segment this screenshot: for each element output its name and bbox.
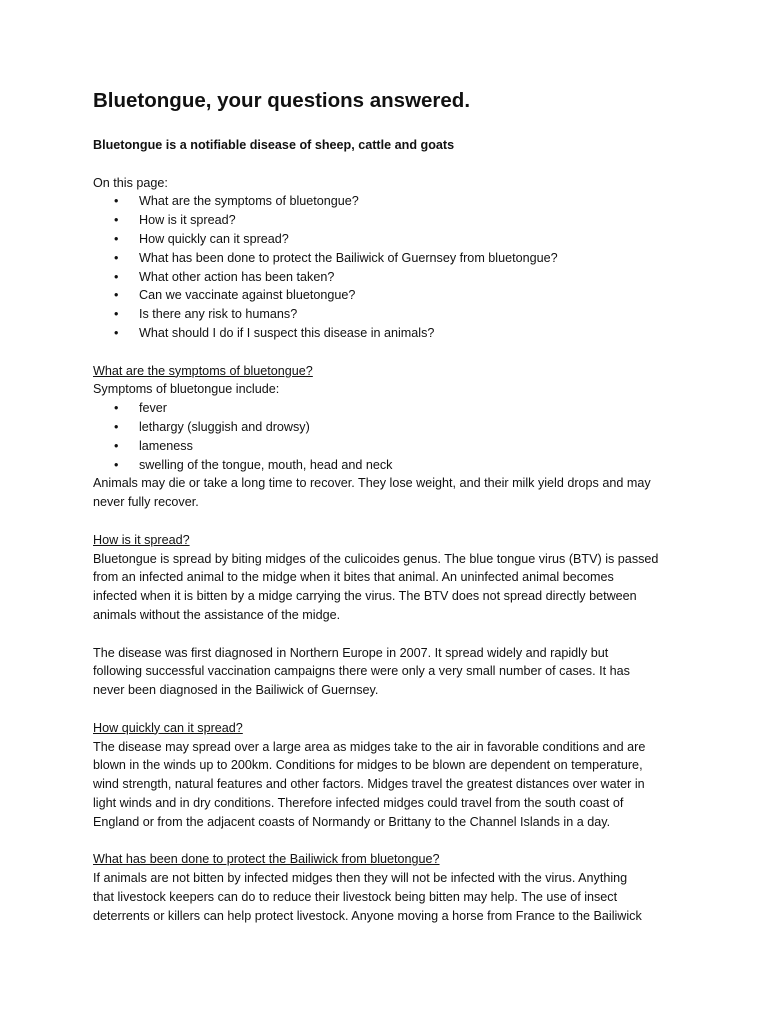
speed-para-line: wind strength, natural features and other factors. Midges travel the greatest distances over water in: [93, 777, 645, 792]
document-body: [93, 88, 683, 925]
spread-para2-line: following successful vaccination campaigns there were only a very small number of cases. It has: [93, 664, 630, 679]
spacer: [93, 831, 683, 850]
symptom-item: • lethargy (sluggish and drowsy): [93, 418, 683, 437]
section-heading-symptoms: What are the symptoms of bluetongue?: [93, 363, 313, 378]
spacer: [93, 700, 683, 719]
symptom-item: • fever: [93, 399, 683, 418]
page-title: Bluetongue, your questions answered.: [93, 89, 471, 112]
symptom-item: • lameness: [93, 437, 683, 456]
symptoms-intro: Symptoms of bluetongue include:: [93, 382, 280, 397]
symptoms-outro-line: never fully recover.: [93, 495, 199, 510]
toc-intro: On this page:: [93, 175, 168, 190]
spacer: [93, 625, 683, 644]
symptom-item: • swelling of the tongue, mouth, head and neck: [93, 456, 683, 475]
speed-para-line: England or from the adjacent coasts of Normandy or Brittany to the Channel Islands in a day.: [93, 814, 611, 829]
spacer: [93, 343, 683, 362]
page-subtitle: Bluetongue is a notifiable disease of sheep, cattle and goats: [93, 138, 455, 152]
toc-item: • Is there any risk to humans?: [93, 305, 683, 324]
spread-para1-line: from an infected animal to the midge when it bites that animal. An uninfected animal becomes: [93, 570, 614, 585]
spacer: [93, 512, 683, 531]
speed-para-line: blown in the winds up to 200km. Conditions for midges to be blown are dependent on temperature,: [93, 758, 643, 773]
spread-para1-line: Bluetongue is spread by biting midges of the culicoides genus. The blue tongue virus (BTV) is passed: [93, 551, 659, 566]
protect-para-line: deterrents or killers can help protect livestock. Anyone moving a horse from France to the Bailiwick: [93, 908, 642, 923]
toc-item: • What should I do if I suspect this disease in animals?: [93, 324, 683, 343]
spread-para2-line: The disease was first diagnosed in Northern Europe in 2007. It spread widely and rapidly but: [93, 645, 609, 660]
toc-item: • How is it spread?: [93, 211, 683, 230]
section-heading-protect: What has been done to protect the Bailiwick from bluetongue?: [93, 852, 440, 867]
toc-list: [93, 192, 683, 342]
toc-item: • What other action has been taken?: [93, 268, 683, 287]
symptoms-list: [93, 399, 683, 474]
toc-item: • What are the symptoms of bluetongue?: [93, 192, 683, 211]
protect-para-line: that livestock keepers can do to reduce their livestock being bitten may help. The use of insect: [93, 889, 618, 904]
toc-item: • Can we vaccinate against bluetongue?: [93, 286, 683, 305]
toc-item: • What has been done to protect the Bailiwick of Guernsey from bluetongue?: [93, 249, 683, 268]
toc-item: • How quickly can it spread?: [93, 230, 683, 249]
speed-para-line: The disease may spread over a large area as midges take to the air in favorable conditions and are: [93, 739, 646, 754]
symptoms-outro-line: Animals may die or take a long time to recover. They lose weight, and their milk yield drops and may: [93, 476, 651, 491]
spread-para1-line: animals without the assistance of the midge.: [93, 607, 341, 622]
section-heading-spread: How is it spread?: [93, 532, 190, 547]
spread-para1-line: infected when it is bitten by a midge carrying the virus. The BTV does not spread directly between: [93, 589, 637, 604]
protect-para-line: If animals are not bitten by infected midges then they will not be infected with the virus. Anything: [93, 871, 628, 886]
speed-para-line: light winds and in dry conditions. Therefore infected midges could travel from the south coast of: [93, 795, 624, 810]
section-heading-speed: How quickly can it spread?: [93, 720, 243, 735]
spread-para2-line: never been diagnosed in the Bailiwick of Guernsey.: [93, 683, 379, 698]
